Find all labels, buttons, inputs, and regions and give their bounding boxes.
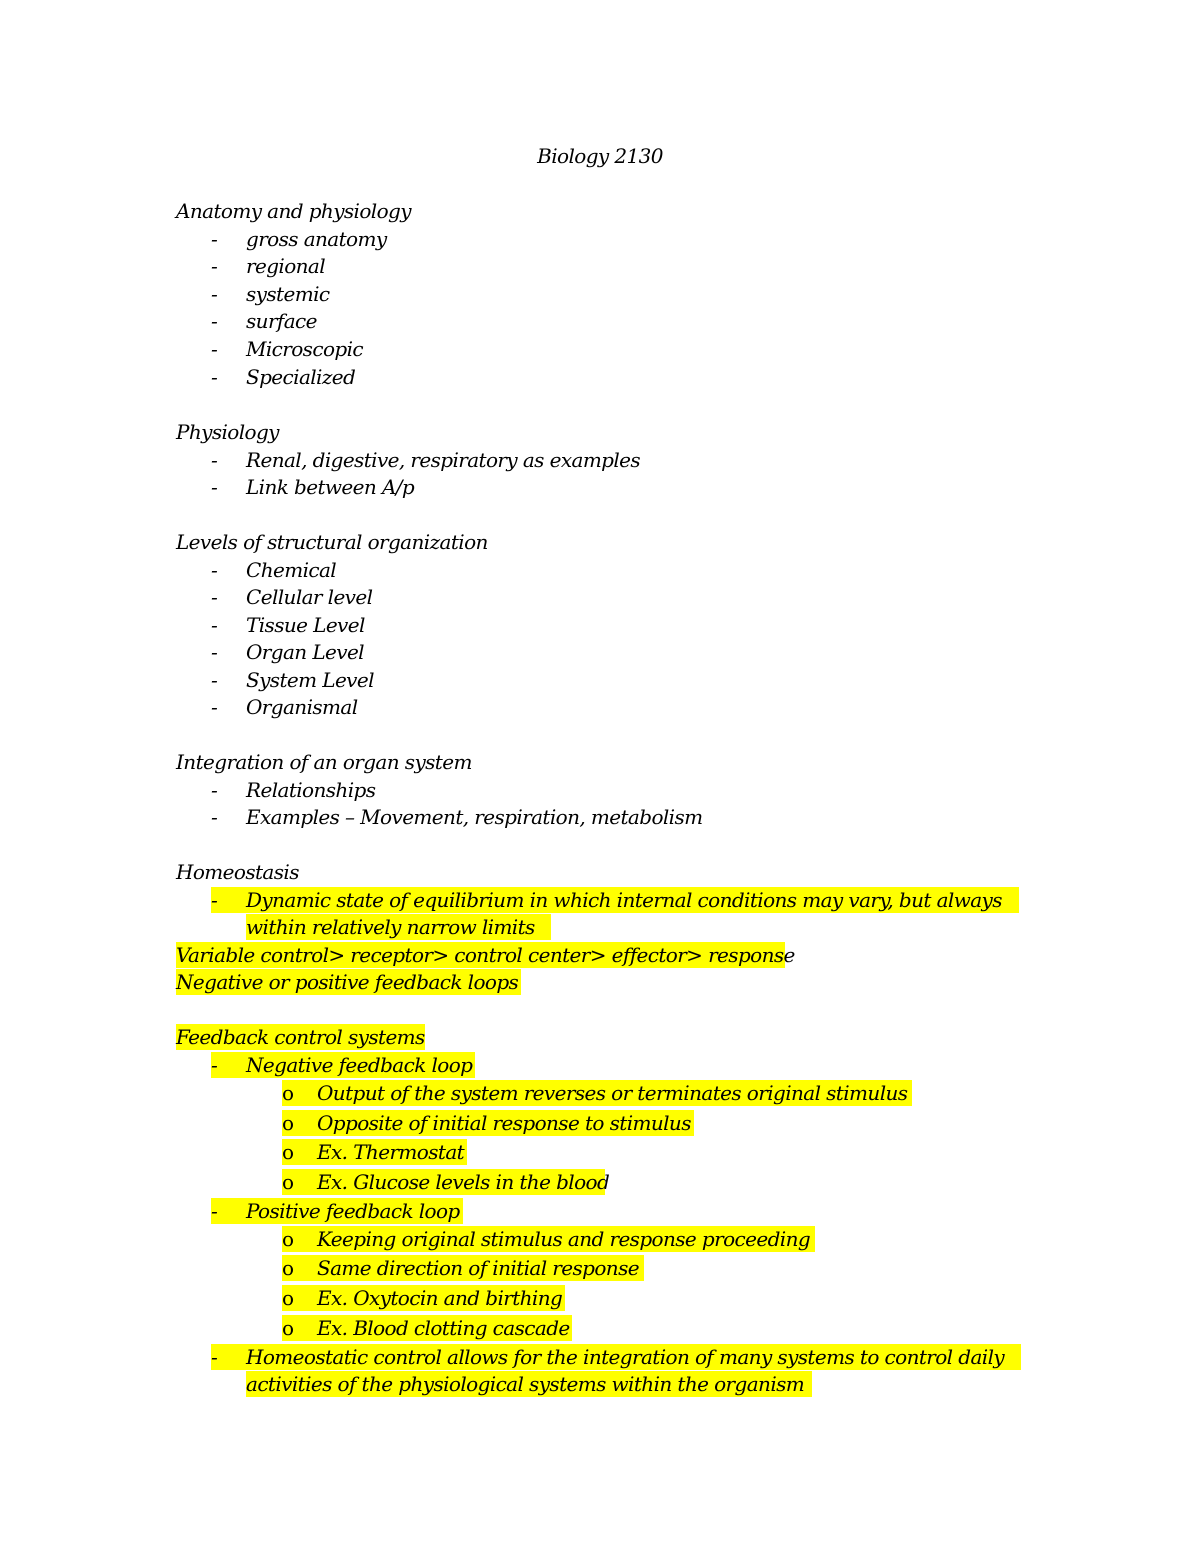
bullet-dash: - <box>211 337 218 361</box>
feedback-loops-line: Negative or positive feedback loops <box>176 970 519 994</box>
bullet-dash: - <box>211 365 218 389</box>
bullet-dash: - <box>211 668 218 692</box>
sub-list-item: Ex. Thermostat <box>317 1140 465 1164</box>
list-item: Organ Level <box>246 640 364 664</box>
list-item: gross anatomy <box>246 227 387 251</box>
bullet-circle: o <box>282 1227 294 1251</box>
bullet-circle: o <box>282 1256 294 1280</box>
variable-control-line: Variable control> receptor> control center> effector> response <box>176 943 795 967</box>
sub-list-item: Keeping original stimulus and response proceeding <box>317 1227 811 1251</box>
negative-loop-label: Negative feedback loop <box>246 1053 473 1077</box>
list-item-continuation: within relatively narrow limits <box>246 915 535 939</box>
list-item: Chemical <box>246 558 337 582</box>
list-item: surface <box>246 309 317 333</box>
sub-list-item: Opposite of initial response to stimulus <box>317 1111 691 1135</box>
bullet-dash: - <box>211 1053 218 1077</box>
bullet-dash: - <box>211 778 218 802</box>
section-heading-levels: Levels of structural organization <box>176 530 488 554</box>
bullet-circle: o <box>282 1081 294 1105</box>
list-item: Tissue Level <box>246 613 365 637</box>
sub-list-item: Output of the system reverses or terminates original stimulus <box>317 1081 908 1105</box>
bullet-dash: - <box>211 1345 218 1369</box>
bullet-dash: - <box>211 640 218 664</box>
bullet-dash: - <box>211 227 218 251</box>
section-heading-integration: Integration of an organ system <box>176 750 472 774</box>
list-item: Relationships <box>246 778 376 802</box>
sub-list-item: Ex. Oxytocin and birthing <box>317 1286 563 1310</box>
bullet-dash: - <box>211 475 218 499</box>
bullet-dash: - <box>211 805 218 829</box>
list-item: Examples – Movement, respiration, metabolism <box>246 805 703 829</box>
section-heading-physiology: Physiology <box>176 420 279 444</box>
list-item: Renal, digestive, respiratory as examples <box>246 448 641 472</box>
bullet-dash: - <box>211 613 218 637</box>
bullet-circle: o <box>282 1316 294 1340</box>
list-item: Cellular level <box>246 585 373 609</box>
page-title: Biology 2130 <box>537 144 663 168</box>
bullet-dash: - <box>211 254 218 278</box>
bullet-dash: - <box>211 309 218 333</box>
list-item: systemic <box>246 282 330 306</box>
bullet-dash: - <box>211 558 218 582</box>
list-item: regional <box>246 254 326 278</box>
bullet-dash: - <box>211 282 218 306</box>
sub-list-item: Ex. Glucose levels in the blood <box>317 1170 610 1194</box>
section-heading-feedback: Feedback control systems <box>176 1025 425 1049</box>
list-item: Dynamic state of equilibrium in which internal conditions may vary, but always <box>246 888 1002 912</box>
bullet-circle: o <box>282 1140 294 1164</box>
bullet-dash: - <box>211 888 218 912</box>
sub-list-item: Ex. Blood clotting cascade <box>317 1316 570 1340</box>
list-item: Specialized <box>246 365 356 389</box>
list-item: Link between A/p <box>246 475 415 499</box>
section-heading-homeostasis: Homeostasis <box>176 860 299 884</box>
bullet-dash: - <box>211 585 218 609</box>
bullet-circle: o <box>282 1286 294 1310</box>
list-item: Organismal <box>246 695 358 719</box>
list-item-continuation: activities of the physiological systems within the organism <box>246 1372 805 1396</box>
bullet-dash: - <box>211 448 218 472</box>
list-item: System Level <box>246 668 374 692</box>
bullet-dash: - <box>211 1199 218 1223</box>
list-item: Homeostatic control allows for the integration of many systems to control daily <box>246 1345 1005 1369</box>
positive-loop-label: Positive feedback loop <box>246 1199 460 1223</box>
bullet-circle: o <box>282 1170 294 1194</box>
bullet-circle: o <box>282 1111 294 1135</box>
sub-list-item: Same direction of initial response <box>317 1256 639 1280</box>
section-heading-anatomy: Anatomy and physiology <box>176 199 411 223</box>
bullet-dash: - <box>211 695 218 719</box>
list-item: Microscopic <box>246 337 363 361</box>
